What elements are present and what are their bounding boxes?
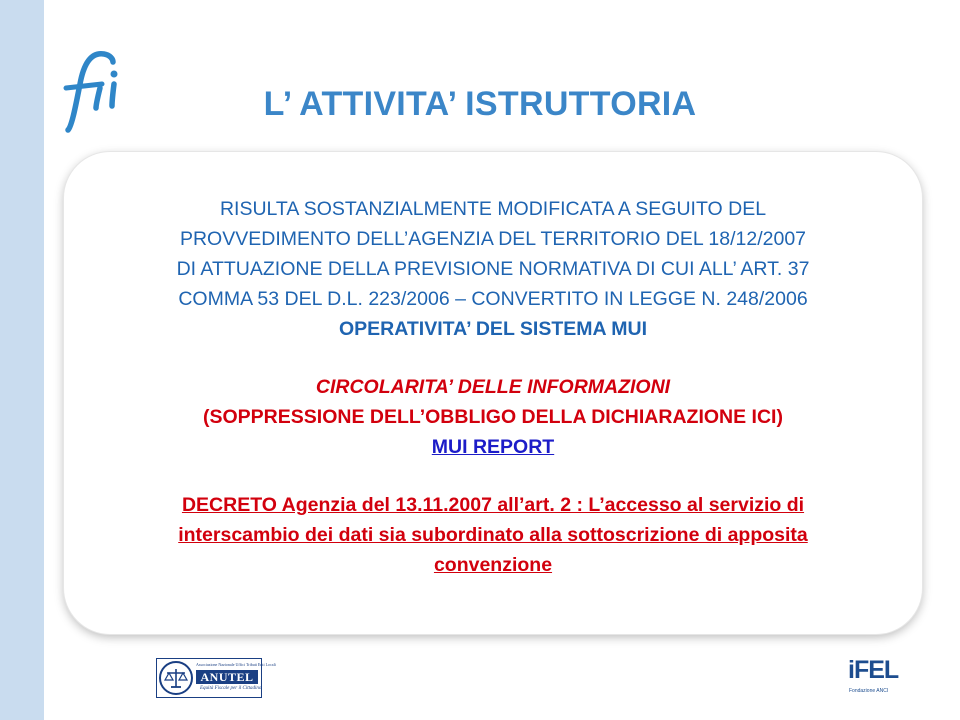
intro-line: RISULTA SOSTANZIALMENTE MODIFICATA A SEGUITO DEL (219, 198, 767, 220)
decreto-link-line[interactable]: interscambio dei dati sia subordinato alla sottoscrizione di apposita (178, 524, 808, 546)
anutel-motto: Equità Fiscale per il Cittadino (200, 686, 262, 691)
content-body (64, 194, 922, 580)
operativita-heading: OPERATIVITA’ DEL SISTEMA MUI (338, 318, 648, 340)
anutel-org-name: Associazione Nazionale Uffici Tributi Enti Locali (196, 662, 276, 667)
fi-logo-icon (58, 44, 128, 136)
ifel-wordmark: iFEL (848, 656, 899, 684)
anutel-logo (156, 658, 276, 698)
side-accent-bar (0, 0, 44, 720)
scales-emblem-icon (158, 660, 194, 696)
mui-report-link[interactable]: MUI REPORT (431, 436, 555, 458)
intro-line: COMMA 53 DEL D.L. 223/2006 – CONVERTITO IN LEGGE N. 248/2006 (178, 288, 808, 310)
page-title: L’ ATTIVITA’ ISTRUTTORIA (263, 85, 697, 123)
soppressione-note: (SOPPRESSIONE DELL’OBBLIGO DELLA DICHIARAZIONE ICI) (203, 406, 783, 428)
intro-line: PROVVEDIMENTO DELL’AGENZIA DEL TERRITORIO DEL 18/12/2007 (179, 228, 807, 250)
anutel-wordmark: ANUTEL (196, 670, 258, 684)
content-card (64, 152, 922, 634)
ifel-logo (848, 656, 902, 704)
ifel-subtitle: Fondazione ANCI (849, 688, 889, 694)
circolarita-heading: CIRCOLARITA’ DELLE INFORMAZIONI (315, 376, 671, 398)
decreto-link-line[interactable]: DECRETO Agenzia del 13.11.2007 all’art. 2 : L’accesso al servizio di (181, 494, 805, 516)
decreto-link-line[interactable]: convenzione (433, 554, 553, 576)
intro-line: DI ATTUAZIONE DELLA PREVISIONE NORMATIVA DI CUI ALL’ ART. 37 (176, 258, 810, 280)
